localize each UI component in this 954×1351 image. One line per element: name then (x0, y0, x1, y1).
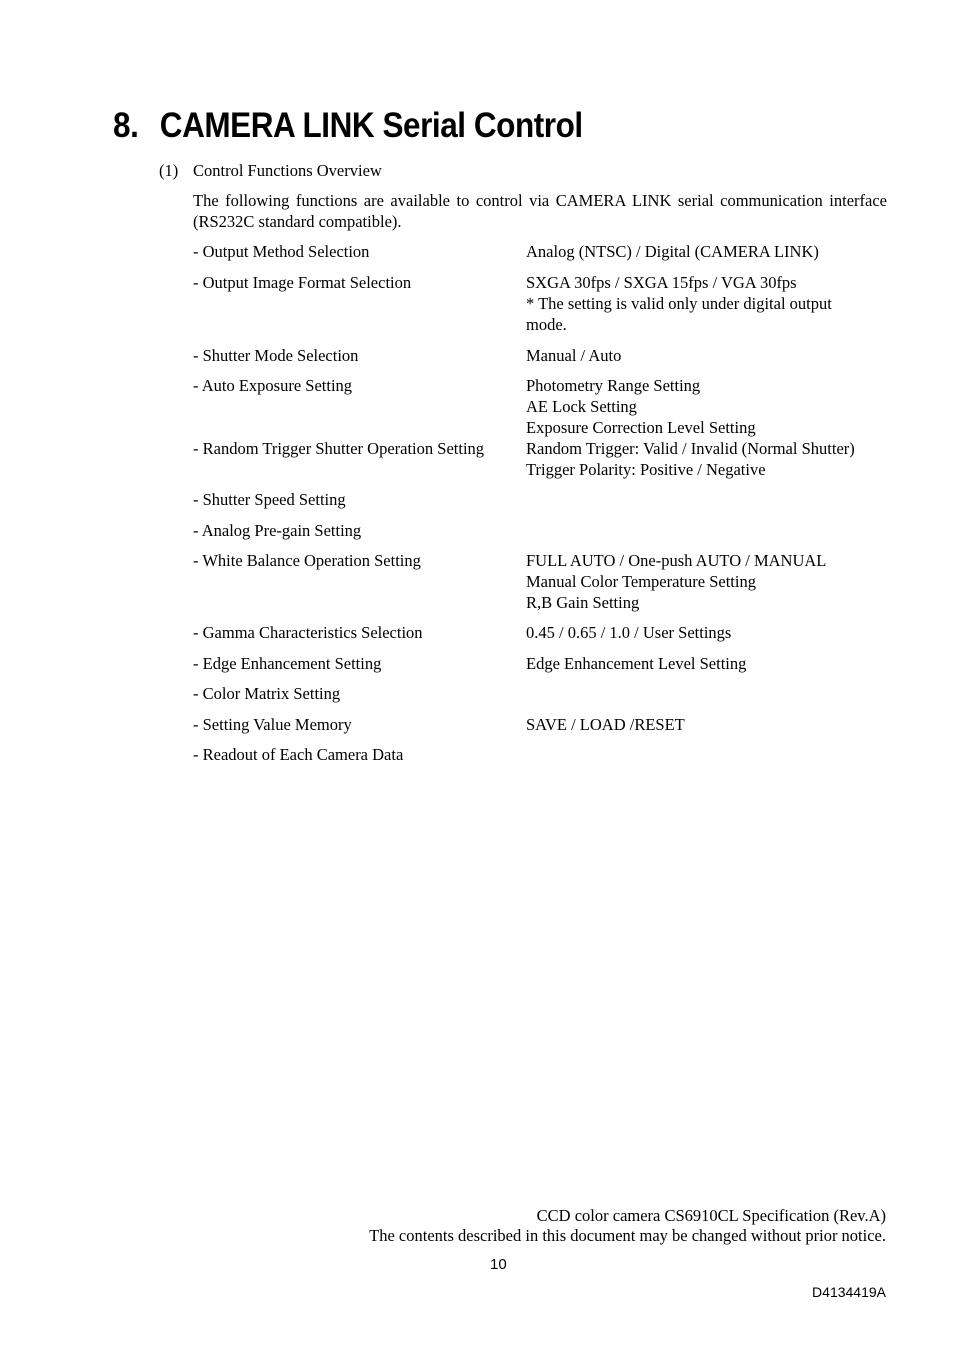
function-options (526, 744, 893, 765)
function-option-line: * The setting is valid only under digital output (526, 294, 832, 313)
function-options (526, 438, 893, 480)
document-id: D4134419A (812, 1284, 886, 1300)
function-row (193, 714, 893, 735)
function-options (526, 345, 893, 366)
footer-line-1: CCD color camera CS6910CL Specification (Rev.A) (536, 1206, 886, 1225)
function-options (526, 622, 893, 643)
function-row (193, 550, 893, 613)
subsection-title: Control Functions Overview (193, 161, 382, 180)
function-row (193, 438, 893, 480)
function-option-line: mode. (526, 315, 567, 334)
function-options (526, 241, 893, 262)
function-option-line: Trigger Polarity: Positive / Negative (526, 460, 766, 479)
function-row (193, 272, 893, 335)
section-number: 8. (113, 106, 139, 145)
function-row (193, 683, 893, 704)
function-row (193, 744, 893, 765)
intro-paragraph: The following functions are available to control via CAMERA LINK serial communication interface (RS232C standard compatible). (193, 191, 887, 231)
function-label: - Random Trigger Shutter Operation Setting (193, 439, 485, 458)
function-label: - Auto Exposure Setting (193, 376, 353, 395)
page-number: 10 (490, 1256, 507, 1273)
footer (369, 1206, 886, 1246)
function-row (193, 489, 893, 510)
function-row (193, 375, 893, 438)
function-options (526, 714, 893, 735)
function-options (526, 550, 893, 613)
function-label: - Output Image Format Selection (193, 273, 412, 292)
function-options (526, 520, 893, 541)
section-heading (113, 106, 583, 146)
function-options (526, 272, 893, 335)
footer-line-2: The contents described in this document may be changed without prior notice. (369, 1226, 886, 1245)
function-label: - Edge Enhancement Setting (193, 654, 382, 673)
function-options (526, 653, 893, 674)
function-options (526, 489, 893, 510)
function-label: - Shutter Mode Selection (193, 346, 359, 365)
function-row (193, 653, 893, 674)
function-label: - Analog Pre-gain Setting (193, 521, 362, 540)
function-options (526, 375, 893, 438)
function-options (526, 683, 893, 704)
function-row (193, 622, 893, 643)
function-label: - Gamma Characteristics Selection (193, 623, 423, 642)
function-option-line: Random Trigger: Valid / Invalid (Normal Shutter) (526, 439, 855, 458)
function-option-line: FULL AUTO / One-push AUTO / MANUAL (526, 551, 827, 570)
subsection-number: (1) (159, 161, 179, 180)
function-list (193, 241, 893, 765)
function-option-line: SXGA 30fps / SXGA 15fps / VGA 30fps (526, 273, 797, 292)
function-label: - Readout of Each Camera Data (193, 745, 404, 764)
function-option-line: AE Lock Setting (526, 397, 637, 416)
function-option-line: 0.45 / 0.65 / 1.0 / User Settings (526, 623, 732, 642)
function-label: - Setting Value Memory (193, 715, 352, 734)
function-option-line: Manual Color Temperature Setting (526, 572, 756, 591)
function-option-line: Manual / Auto (526, 346, 622, 365)
function-row (193, 520, 893, 541)
function-option-line: Analog (NTSC) / Digital (CAMERA LINK) (526, 242, 819, 261)
function-option-line: SAVE / LOAD /RESET (526, 715, 685, 734)
function-label: - White Balance Operation Setting (193, 551, 421, 570)
function-option-line: Exposure Correction Level Setting (526, 418, 756, 437)
function-row (193, 345, 893, 366)
function-label: - Color Matrix Setting (193, 684, 341, 703)
function-option-line: Photometry Range Setting (526, 376, 701, 395)
function-row (193, 241, 893, 262)
subsection-heading (159, 161, 382, 181)
section-title: CAMERA LINK Serial Control (159, 106, 583, 145)
function-label: - Output Method Selection (193, 242, 370, 261)
function-option-line: Edge Enhancement Level Setting (526, 654, 747, 673)
function-label: - Shutter Speed Setting (193, 490, 346, 509)
function-option-line: R,B Gain Setting (526, 593, 640, 612)
